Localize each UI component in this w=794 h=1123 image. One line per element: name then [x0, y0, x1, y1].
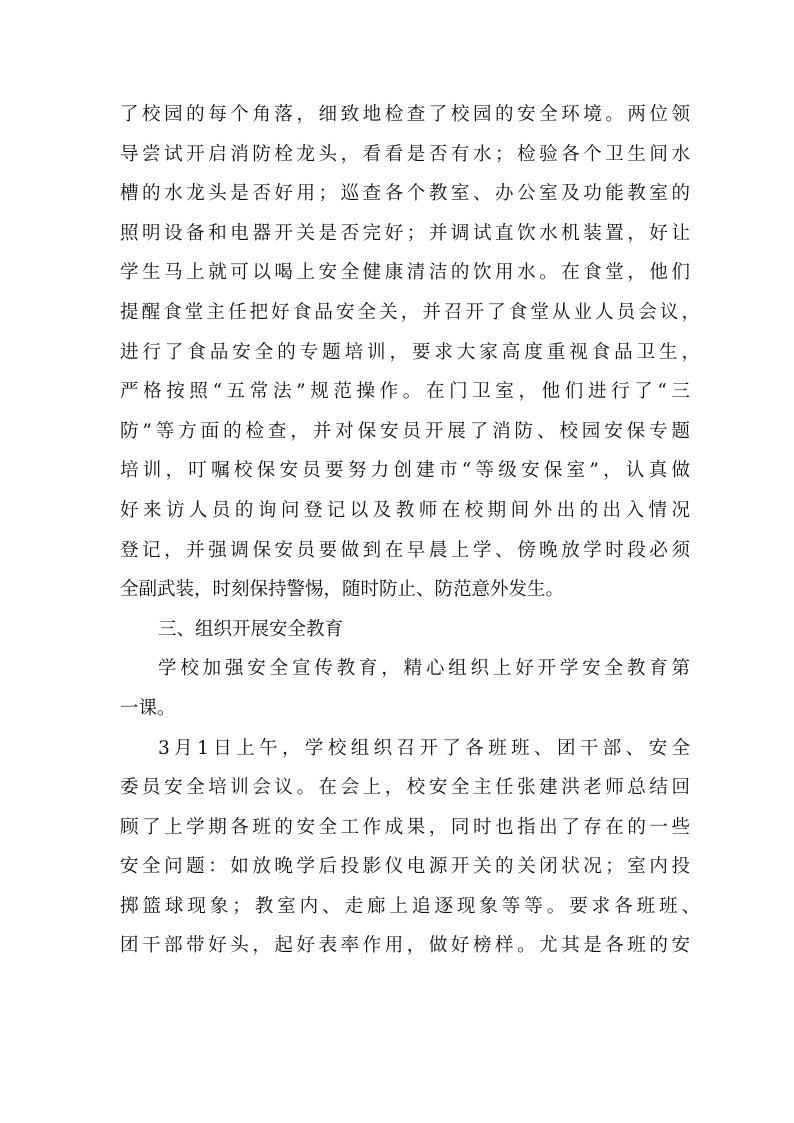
paragraph-line: 安全问题：如放晚学后投影仪电源开关的关闭状况；室内投 [120, 856, 690, 878]
paragraph-line: 了校园的每个角落，细致地检查了校园的安全环境。两位领 [120, 104, 690, 125]
paragraph-line: 登记，并强调保安员要做到在早晨上学、傍晚放学时段必须 [120, 539, 690, 561]
paragraph-line: 一课。 [120, 697, 176, 719]
paragraph-line: 培训，叮嘱校保安员要努力创建市“等级安保室”，认真做 [120, 460, 690, 482]
paragraph-line: 3月1日上午，学校组织召开了各班班、团干部、安全 [158, 737, 690, 759]
paragraph-line: 槽的水龙头是否好用；巡查各个教室、办公室及功能教室的 [120, 183, 690, 205]
document-body [120, 95, 700, 966]
paragraph-line: 学校加强安全宣传教育，精心组织上好开学安全教育第 [158, 658, 690, 680]
paragraph-line: 照明设备和电器开关是否完好；并调试直饮水机装置，好让 [120, 222, 690, 244]
paragraph-line: 团干部带好头，起好表率作用，做好榜样。尤其是各班的安 [120, 935, 690, 957]
section-heading: 三、组织开展安全教育 [158, 618, 344, 640]
paragraph-line: 委员安全培训会议。在会上，校安全主任张建洪老师总结回 [120, 777, 690, 799]
paragraph-line: 顾了上学期各班的安全工作成果，同时也指出了存在的一些 [120, 816, 690, 838]
paragraph-line: 全副武装，时刻保持警惕，随时防止、防范意外发生。 [120, 579, 565, 601]
paragraph-line: 导尝试开启消防栓龙头，看看是否有水；检验各个卫生间水 [120, 143, 690, 165]
paragraph-line: 提醒食堂主任把好食品安全关，并召开了食堂从业人员会议， [120, 301, 700, 323]
paragraph-line: 防”等方面的检查，并对保安员开展了消防、校园安保专题 [120, 420, 690, 442]
paragraph-line: 掷篮球现象；教室内、走廊上追逐现象等等。要求各班班、 [120, 895, 700, 917]
paragraph-line: 严格按照“五常法”规范操作。在门卫室，他们进行了“三 [120, 381, 690, 403]
paragraph-line: 进行了食品安全的专题培训，要求大家高度重视食品卫生， [120, 341, 700, 363]
paragraph-line: 学生马上就可以喝上安全健康清洁的饮用水。在食堂，他们 [120, 262, 690, 284]
paragraph-line: 好来访人员的询问登记以及教师在校期间外出的出入情况 [120, 499, 690, 521]
